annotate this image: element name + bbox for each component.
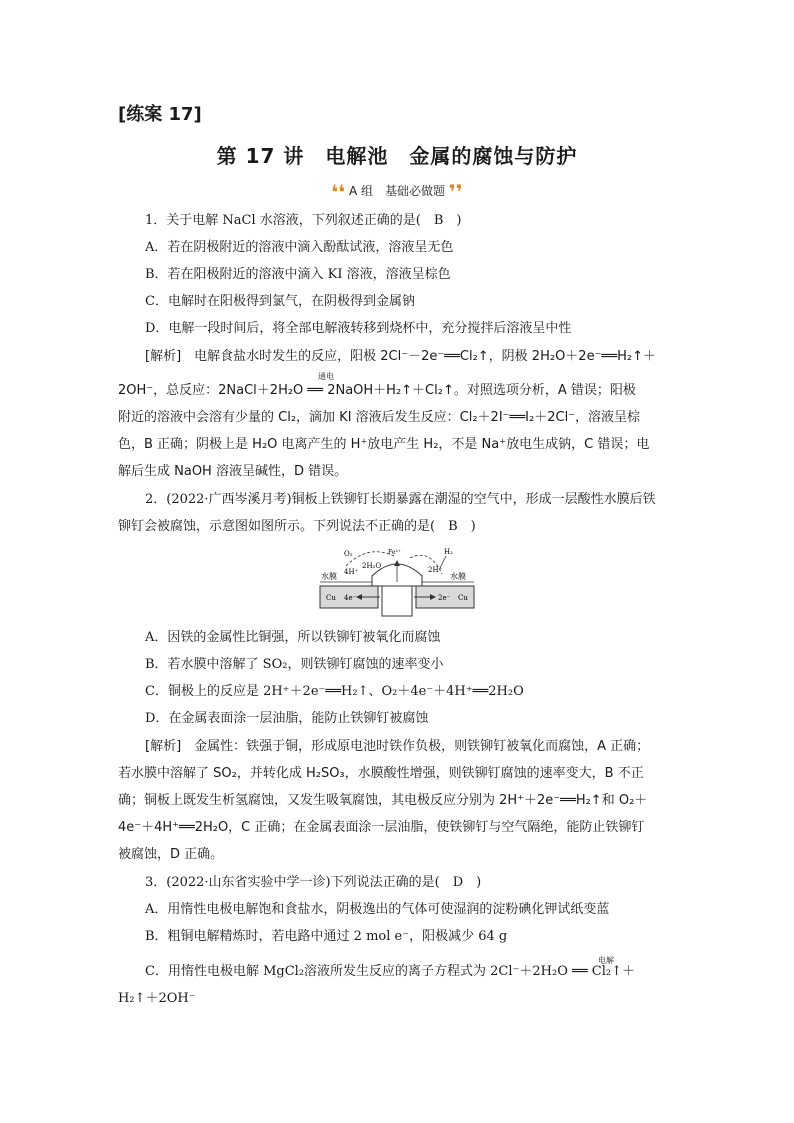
q2-stem: 铆钉会被腐蚀，示意图如图所示。下列说法不正确的是( B ) — [118, 519, 476, 534]
q3-option-c-continued: H₂↑＋2OH⁻ — [118, 991, 196, 1006]
open-quote-icon: ❛❛ — [331, 180, 346, 204]
rivet-shank — [382, 586, 412, 616]
q2-analysis-line: 若水膜中溶解了 SO₂，并转化成 H₂SO₃，水膜酸性增强，则铁铆钉腐蚀的速率变大，B 不正 — [118, 766, 644, 781]
electrolysis-condition: 通电 — [318, 372, 334, 381]
fe-ion-label: Fe²⁺ — [388, 549, 401, 556]
corrosion-diagram — [318, 544, 476, 620]
close-quote-icon: ❜❜ — [448, 180, 463, 204]
page-title: 第 17 讲 电解池 金属的腐蚀与防护 — [216, 144, 578, 168]
electrolysis-condition: 电解 — [598, 956, 614, 965]
q2-analysis-line: 被腐蚀，D 正确。 — [118, 847, 224, 862]
water-film-right-label: 水膜 — [450, 572, 466, 581]
group-heading — [0, 180, 794, 204]
q1-analysis-line: 解后生成 NaOH 溶液呈碱性，D 错误。 — [118, 464, 348, 479]
cu-right-label: Cu — [458, 594, 468, 602]
o2-label: O₂ — [344, 550, 353, 558]
q1-option-a: A．若在阴极附近的溶液中滴入酚酞试液，溶液呈无色 — [145, 240, 454, 255]
q1-analysis-line: 2OH⁻，总反应：2NaCl＋2H₂O ══ 2NaOH＋H₂↑＋Cl₂↑。对照选项分析，A 错误；阳极 — [118, 383, 636, 398]
water-label: 2H₂O — [362, 562, 382, 570]
q2-analysis-line: [解析] 金属性：铁强于铜，形成原电池时铁作负极，则铁铆钉被氧化而腐蚀，A 正确； — [145, 739, 650, 754]
q2-option-d: D．在金属表面涂一层油脂，能防止铁铆钉被腐蚀 — [145, 711, 429, 726]
q2-analysis-line: 确；铜板上既发生析氢腐蚀，又发生吸氧腐蚀，其电极反应分别为 2H⁺＋2e⁻══H₂↑和 O₂＋ — [118, 793, 648, 808]
q1-option-d: D．电解一段时间后，将全部电解液转移到烧杯中，充分搅拌后溶液呈中性 — [145, 321, 572, 336]
q2-option-b: B．若水膜中溶解了 SO₂，则铁铆钉腐蚀的速率变小 — [145, 657, 444, 672]
q1-option-b: B．若在阳极附近的溶液中滴入 KI 溶液，溶液呈棕色 — [145, 267, 451, 282]
q3-stem: 3．(2022·山东省实验中学一诊)下列说法正确的是( D ) — [145, 875, 482, 890]
electrons-right-label: 2e⁻ — [438, 594, 451, 602]
q3-option-c: C．用惰性电极电解 MgCl₂溶液所发生反应的离子方程式为 2Cl⁻＋2H₂O ══ Cl₂↑＋ — [145, 964, 636, 979]
q1-stem: 1．关于电解 NaCl 水溶液，下列叙述正确的是( B ) — [145, 213, 462, 228]
q2-option-a: A．因铁的金属性比铜强，所以铁铆钉被氧化而腐蚀 — [145, 630, 441, 645]
q1-analysis-line: 色，B 正确；阴极上是 H₂O 电离产生的 H⁺放电产生 H₂，不是 Na⁺放电生成钠，C 错误；电 — [118, 437, 650, 452]
water-film-left-label: 水膜 — [321, 572, 337, 581]
electrons-left-label: 4e⁻ — [344, 594, 357, 602]
cu-left-label: Cu — [326, 594, 336, 602]
q3-option-a: A．用惰性电极电解饱和食盐水，阴极逸出的气体可使湿润的淀粉碘化钾试纸变蓝 — [145, 902, 610, 917]
h-plus-2-label: 2H⁺ — [428, 566, 443, 574]
q2-option-c: C．铜极上的反应是 2H⁺＋2e⁻══H₂↑、O₂＋4e⁻＋4H⁺══2H₂O — [145, 684, 524, 699]
h-plus-4-label: 4H⁺ — [344, 568, 359, 576]
q2-analysis-line: 4e⁻＋4H⁺══2H₂O，C 正确；在金属表面涂一层油脂，使铁铆钉与空气隔绝，能防止铁铆钉 — [118, 820, 645, 835]
q1-analysis-line: [解析] 电解食盐水时发生的反应，阳极 2Cl⁻－2e⁻══Cl₂↑，阴极 2H₂O＋2e⁻══H₂↑＋ — [145, 349, 656, 364]
q1-option-c: C．电解时在阳极得到氯气，在阴极得到金属钠 — [145, 294, 415, 309]
h2-label: H₂ — [444, 548, 453, 556]
exercise-tag: [练案 17] — [118, 104, 202, 125]
q1-analysis-line: 附近的溶液中会溶有少量的 Cl₂，滴加 KI 溶液后发生反应：Cl₂＋2I⁻══I₂＋2Cl⁻，溶液呈棕 — [118, 410, 641, 425]
q3-option-b: B．粗铜电解精炼时，若电路中通过 2 mol e⁻，阳极减少 64 g — [145, 929, 508, 944]
q2-stem: 2．(2022·广西岑溪月考)铜板上铁铆钉长期暴露在潮湿的空气中，形成一层酸性水膜后铁 — [145, 492, 656, 507]
group-label: A 组 基础必做题 — [348, 184, 446, 198]
